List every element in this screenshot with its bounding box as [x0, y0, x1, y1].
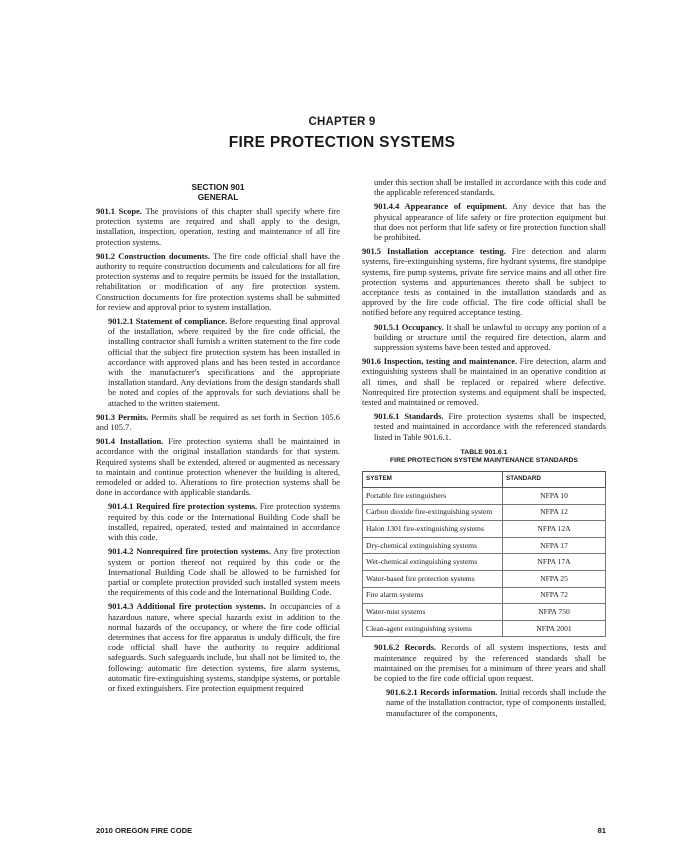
paragraph-text: Records of all system inspections, tests and maintenance required by the referenced standards shall be maintained on the premises for a minimum of three years and shall be copied to the fire code official upon request.: [374, 642, 606, 684]
system-cell: Halon 1301 fire-extinguishing systems: [363, 521, 503, 538]
paragraph-901-2: [96, 251, 340, 312]
system-cell: Dry-chemical extinguishing systems: [363, 537, 503, 554]
maintenance-standards-table-block: [362, 449, 606, 638]
paragraph-text: Fire protection systems shall be maintained in accordance with the original installation standards for that system. Required systems shall be extended, altered or augmented as necessary to maintain and continue protection whenever the building is altered, remodeled or added to. Alterations to fire protection systems shall be done in accordance with applicable standards.: [96, 436, 340, 498]
column-header-system: SYSTEM: [363, 472, 503, 488]
system-cell: Portable fire extinguishers: [363, 488, 503, 505]
standard-cell: NFPA 12: [503, 504, 606, 521]
table-row: [363, 620, 606, 637]
paragraph-heading: 901.6 Inspection, testing and maintenance.: [362, 356, 518, 367]
chapter-title: FIRE PROTECTION SYSTEMS: [228, 134, 456, 151]
chapter-label: CHAPTER 9: [308, 116, 376, 128]
paragraph-901-2-1: [96, 316, 340, 408]
paragraph-heading: 901.2 Construction documents.: [96, 250, 210, 261]
standard-cell: NFPA 2001: [503, 620, 606, 637]
paragraph-text: The fire code official shall have the authority to require construction documents and calculations for all fire protection systems and to require permits be issued for the installation, rehabilitation or modification of any fire protection system. Construction documents for fire protection systems shall be submitted for review and approval prior to system installation.: [96, 250, 340, 312]
paragraph-heading: 901.4.3 Additional fire protection systems.: [108, 601, 266, 612]
system-cell: Carbon dioxide fire-extinguishing system: [363, 504, 503, 521]
table-row: [363, 587, 606, 604]
paragraph-heading: 901.6.2 Records.: [374, 642, 437, 653]
paragraph-text: It shall be unlawful to occupy any portion of a building or structure until the required fire detection, alarm and suppression systems have been tested and approved.: [374, 321, 606, 353]
standard-cell: NFPA 25: [503, 571, 606, 588]
standard-cell: NFPA 17A: [503, 554, 606, 571]
standard-cell: NFPA 17: [503, 537, 606, 554]
page-number: 81: [597, 826, 606, 835]
paragraph-heading: 901.3 Permits.: [96, 411, 149, 422]
paragraph-text: Permits shall be required as set forth in Section 105.6 and 105.7.: [96, 411, 340, 433]
paragraph-heading: 901.6.1 Standards.: [374, 411, 444, 422]
standard-cell: NFPA 72: [503, 587, 606, 604]
paragraph-text: Any device that has the physical appearance of life safety or fire protection equipment but that does not perform that life safety or fire protection function shall be prohibited.: [374, 201, 606, 243]
table-title: FIRE PROTECTION SYSTEM MAINTENANCE STANDARDS: [390, 457, 578, 465]
paragraph-heading: 901.6.2.1 Records information.: [386, 687, 498, 698]
paragraph-901-6-2: [362, 642, 606, 683]
left-column: [96, 182, 340, 697]
paragraph-901-4-2: [96, 546, 340, 597]
paragraph-901-6: [362, 356, 606, 407]
paragraph-text: Fire protection systems required by this code or the International Building Code shall be installed, repaired, operated, tested and maintained in accordance with this code.: [108, 501, 340, 543]
footer-publication: 2010 OREGON FIRE CODE: [96, 826, 193, 835]
paragraph-901-1: [96, 206, 340, 247]
paragraph-text: Fire protection systems shall be inspected, tested and maintained in accordance with the referenced standards listed in Table 901.6.1.: [374, 411, 606, 442]
paragraph-text: Fire detection, alarm and extinguishing systems shall be maintained in an operative condition at all times, and shall be replaced or repaired where defective. Nonrequired fire protection systems and equipment shall be inspected, tested and maintained or removed.: [362, 356, 607, 408]
paragraph-heading: 901.1 Scope.: [96, 206, 142, 216]
paragraph-heading: 901.4.1 Required fire protection systems.: [108, 501, 258, 512]
paragraph-901-6-1: [362, 411, 606, 442]
table-row: [363, 537, 606, 554]
paragraph-heading: 901.5 Installation acceptance testing.: [362, 246, 506, 257]
paragraph-901-6-2-1: [362, 687, 606, 718]
table-row: [363, 554, 606, 571]
paragraph-text: Any fire protection system or portion thereof not required by this code or the International Building Code shall be allowed to be furnished for partial or complete protection provided such installed system meets the requirements of this code and the International Building Code.: [108, 546, 340, 598]
standard-cell: NFPA 750: [503, 604, 606, 621]
system-cell: Wet-chemical extinguishing systems: [363, 554, 503, 571]
table-header-row: [363, 472, 606, 488]
paragraph-text: Initial records shall include the name of the installation contractor, type of components installed, manufacturer of the components,: [386, 687, 606, 718]
paragraph-text: Fire detection and alarm systems, fire-extinguishing systems, fire hydrant systems, fire standpipe systems, fire pump systems, private fire service mains and all other fire protection systems and appurtenances thereto shall be subject to acceptance tests as contained in the installation standards and as approved by the fire code official. The fire code official shall be notified before any required acceptance testing.: [362, 246, 607, 318]
system-cell: Water-based fire protection systems: [363, 571, 503, 588]
section-number: SECTION 901: [191, 182, 245, 192]
paragraph-heading: 901.2.1 Statement of compliance.: [108, 316, 228, 327]
table-row: [363, 571, 606, 588]
paragraph-901-3: [96, 412, 340, 432]
section-name: GENERAL: [197, 192, 239, 202]
paragraph-text: Before requesting final approval of the installation, where required by the fire code official, the installing contractor shall furnish a written statement to the fire code official that the subject fire protection system has been installed in accordance with approved plans and has been tested in accordance with the manufacturer's specifications and the appropriate installation standard. Any deviations from the design standards shall be noted and copies of the approvals for such deviations shall be attached to the written statement.: [108, 316, 340, 408]
paragraph-901-4-4: [362, 201, 606, 242]
table-row: [363, 504, 606, 521]
paragraph-text: under this section shall be installed in accordance with this code and the applicable referenced standards.: [374, 177, 606, 198]
paragraph-heading: 901.4.4 Appearance of equipment.: [374, 201, 508, 212]
paragraph-901-4-3: [96, 601, 340, 693]
system-cell: Water-mist systems: [363, 604, 503, 621]
system-cell: Clean-agent extinguishing systems: [363, 620, 503, 637]
right-column: [362, 177, 606, 722]
paragraph-901-4-1: [96, 501, 340, 542]
paragraph-heading: 901.4 Installation.: [96, 436, 164, 447]
system-cell: Fire alarm systems: [363, 587, 503, 604]
paragraph-text: The provisions of this chapter shall specify where fire protection systems are required and shall apply to the design, installation, inspection, operation, testing and maintenance of all fire protection systems.: [96, 206, 340, 247]
paragraph-901-5-1: [362, 322, 606, 353]
column-header-standard: STANDARD: [503, 472, 606, 488]
table-row: [363, 521, 606, 538]
standard-cell: NFPA 12A: [503, 521, 606, 538]
maintenance-standards-table: [362, 471, 606, 637]
paragraph-heading: 901.4.2 Nonrequired fire protection systems.: [108, 546, 271, 557]
paragraph-901-4-3-continued: [362, 177, 606, 197]
paragraph-901-4: [96, 436, 340, 497]
table-row: [363, 604, 606, 621]
paragraph-text: In occupancies of a hazardous nature, where special hazards exist in addition to the normal hazards of the occupancy, or where the fire code official determines that access for fire apparatus is unduly difficult, the fire code official shall have the authority to require additional safeguards. Such safeguards include, but shall not be limited to, the following: automatic fire detection systems, fire alarm systems, automatic fire-extinguishing systems, standpipe systems, or portable or fixed extinguishers. Fire protection equipment required: [108, 601, 341, 693]
paragraph-901-5: [362, 246, 606, 317]
paragraph-heading: 901.5.1 Occupancy.: [374, 321, 444, 332]
table-number: TABLE 901.6.1: [460, 448, 508, 456]
standard-cell: NFPA 10: [503, 488, 606, 505]
table-row: [363, 488, 606, 505]
